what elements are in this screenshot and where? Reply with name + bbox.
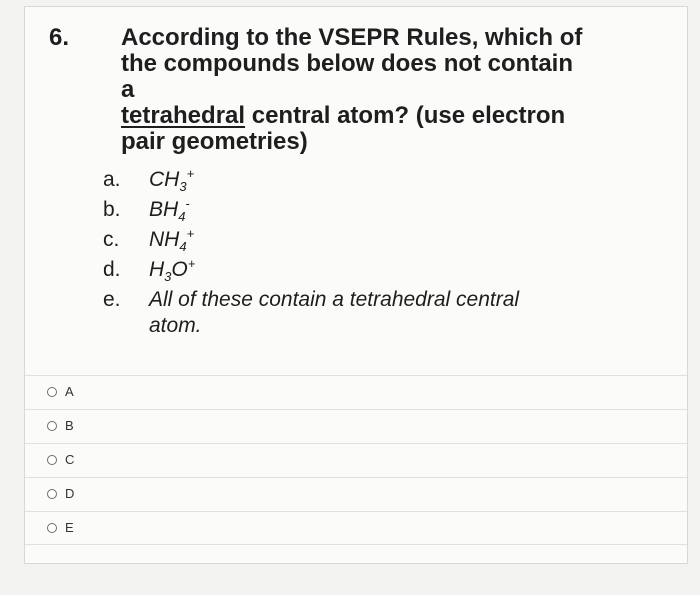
answer-option-a[interactable] [25,375,687,409]
formula-subscript: 3 [179,179,187,195]
choice-text-line-2: atom. [149,314,202,337]
choice-text [149,287,569,339]
formula-base: BH [149,198,179,221]
answer-option-e[interactable] [25,511,687,545]
formula-subscript: 4 [179,239,187,255]
formula-subscript: 3 [164,269,172,285]
question-card [24,6,688,564]
answer-option-label: A [65,384,74,399]
radio-button-icon[interactable] [47,523,57,533]
answer-option-label: E [65,520,74,535]
formula-base: CH [149,168,180,191]
choice-text-line-1: All of these contain a tetrahedral central [149,288,520,311]
formula-subscript: 4 [178,209,186,225]
choice-formula [149,167,569,193]
formula-base: H [149,258,165,281]
answer-option-label: B [65,418,74,433]
formula-charge: - [185,196,190,211]
answer-option-label: D [65,486,75,501]
choice-letter: c. [103,228,120,251]
radio-button-icon[interactable] [47,489,57,499]
choice-a [103,167,583,197]
underlined-keyword: tetrahedral [121,102,246,129]
answer-option-b[interactable] [25,409,687,443]
question-text-line-4: pair geometries) [121,128,308,155]
answer-options [25,375,687,545]
question-text [121,25,591,155]
question-text-line-2: the compounds below does not contain a [121,50,574,103]
choice-letter: a. [103,168,121,191]
formula-charge: + [186,226,195,241]
answer-option-label: C [65,452,75,467]
formula-base: NH [149,228,180,251]
question-number: 6. [49,24,70,51]
formula-charge: + [187,256,196,271]
choice-c [103,227,583,257]
choice-formula [149,257,569,283]
answer-option-c[interactable] [25,443,687,477]
question-text-line-1: According to the VSEPR Rules, which of [121,24,583,51]
radio-button-icon[interactable] [47,455,57,465]
formula-charge: + [186,166,195,181]
choice-letter: b. [103,198,121,221]
choice-e [103,287,583,347]
choice-list [103,167,583,347]
radio-button-icon[interactable] [47,387,57,397]
choice-letter: e. [103,288,121,311]
choice-b [103,197,583,227]
formula-tail: O [171,258,188,281]
choice-d [103,257,583,287]
choice-letter: d. [103,258,121,281]
question-text-line-3-rest: central atom? (use electron [245,102,566,129]
question-text-line-3 [121,103,591,129]
radio-button-icon[interactable] [47,421,57,431]
choice-formula [149,227,569,253]
answer-option-d[interactable] [25,477,687,511]
choice-formula [149,197,569,223]
